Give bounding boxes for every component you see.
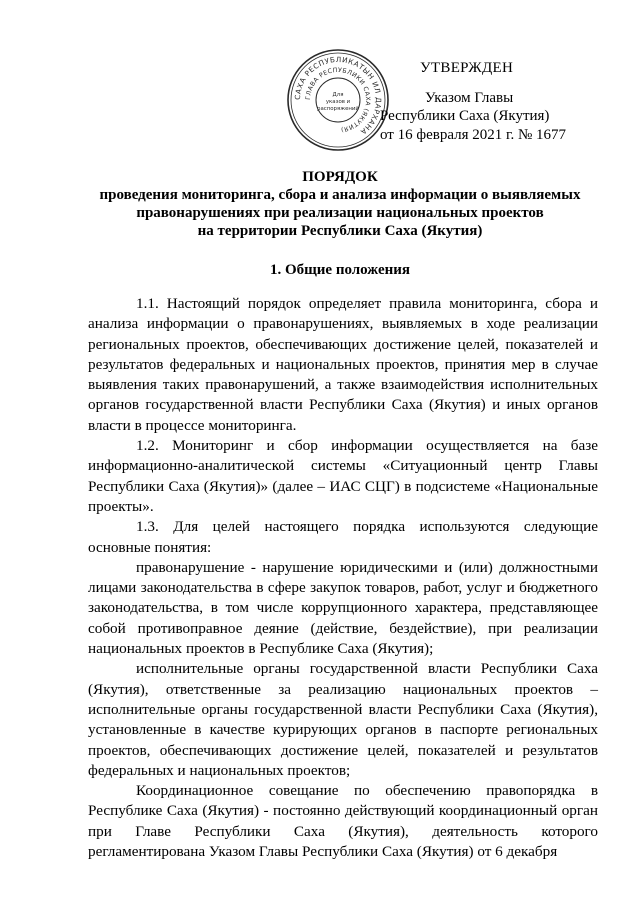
title-heading: ПОРЯДОК [302, 169, 378, 185]
svg-text:распоряжений: распоряжений [317, 106, 359, 112]
section-title: 1. Общие положения [269, 262, 411, 278]
svg-text:ГЛАВА РЕСПУБЛИКИ САХА (ЯКУТИЯ): ГЛАВА РЕСПУБЛИКИ САХА (ЯКУТИЯ) [304, 66, 372, 133]
title-line-2: правонарушениях при реализации национальных проектов [136, 205, 544, 221]
svg-text:Для: Для [332, 92, 344, 98]
document-title [60, 168, 620, 240]
approval-word: УТВЕРЖДЕН [420, 60, 514, 76]
definition-coordination-meeting: Координационное совещание по обеспечению правопорядка в Республике Саха (Якутия) - постоянно действующий координационный орган при Главе Республики Саха (Якутия), деятельность которого регламентирована Указом Главы Республики Саха (Якутия) от 6 декабря [88, 782, 598, 861]
paragraph-1-3: 1.3. Для целей настоящего порядка используются следующие основные понятия: [88, 518, 598, 556]
svg-text:САХА РЕСПУБЛИКАТЫН ИЛ ДАРХАНА: САХА РЕСПУБЛИКАТЫН ИЛ ДАРХАНА [292, 54, 384, 137]
title-line-1: проведения мониторинга, сбора и анализа информации о выявляемых [99, 187, 581, 203]
svg-text:указов и: указов и [325, 99, 351, 105]
definition-offense: правонарушение - нарушение юридическими и (или) должностными лицами законодательства в сфере закупок товаров, работ, услуг и бюджетного законодательства, в том числе коррупционного характера, представляющее собой противоправное деяние (действие, бездействие), при реализации национальных проектов в Республике Саха (Якутия); [88, 558, 598, 658]
paragraph-1-2: 1.2. Мониторинг и сбор информации осуществляется на базе информационно-аналитической системы «Ситуационный центр Главы Республики Саха (Якутия)» (далее – ИАС СЦГ) в подсистеме «Национальные проекты». [88, 437, 598, 515]
official-seal-stamp [284, 46, 392, 154]
approval-line-date: от 16 февраля 2021 г. № 1677 [380, 127, 567, 143]
definition-executive-bodies: исполнительные органы государственной власти Республики Саха (Якутия), ответственные за реализацию национальных проектов – исполнительные органы государственной власти Республики Саха (Якутия), установленные в качестве курирующих органов в паспорте региональных проектов, обеспечивающих достижение целей, показателей и результатов федеральных и национальных проектов; [88, 660, 598, 779]
approval-line-decree: Указом Главы [425, 90, 514, 106]
title-line-3: на территории Республики Саха (Якутия) [197, 223, 483, 239]
document-body [88, 294, 598, 862]
paragraph-1-1: 1.1. Настоящий порядок определяет правила мониторинга, сбора и анализа информации о правонарушениях, выявляемых в ходе реализации региональных проектов, обеспечивающих достижение целей, показателей и результатов федеральных и национальных проектов, принятия мер в случае выявления таких правонарушений, а также взаимодействия исполнительных органов государственной власти Республики Саха (Якутия) и иных органов власти в процессе мониторинга. [88, 295, 598, 434]
approval-line-republic: Республики Саха (Якутия) [380, 108, 550, 124]
